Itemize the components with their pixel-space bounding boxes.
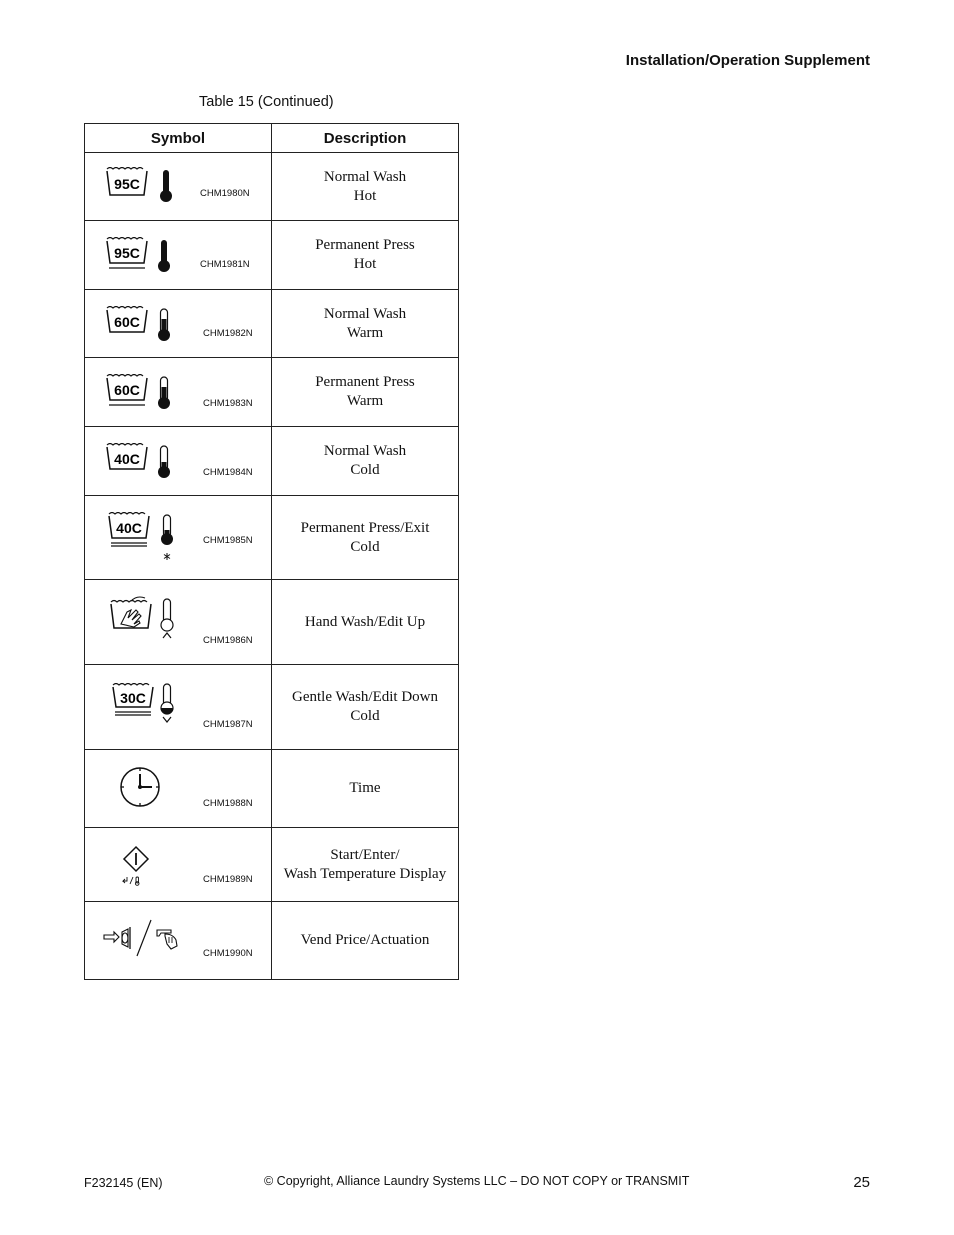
temperature-label: 60C	[114, 382, 140, 398]
symbol-code: CHM1988N	[203, 798, 253, 809]
description-line: Normal Wash	[323, 168, 407, 185]
temperature-label: 30C	[120, 690, 146, 706]
symbol-code: CHM1989N	[203, 874, 253, 885]
symbol-code: CHM1985N	[203, 535, 253, 546]
description-line: Normal Wash	[323, 443, 407, 459]
permanent-press-warm-icon	[105, 374, 185, 420]
description-cell	[272, 427, 459, 496]
symbol-cell	[85, 290, 272, 358]
table-caption: Table 15 (Continued)	[199, 94, 334, 110]
symbol-code: CHM1984N	[203, 467, 253, 478]
normal-wash-cold-icon	[105, 443, 185, 489]
table-row	[85, 580, 459, 665]
clock-icon	[118, 766, 162, 810]
symbol-code: CHM1981N	[200, 259, 250, 270]
symbol-cell	[85, 902, 272, 980]
symbol-cell	[85, 828, 272, 902]
symbol-cell	[85, 153, 272, 221]
description-cell	[272, 290, 459, 358]
table-row	[85, 828, 459, 902]
symbol-cell	[85, 496, 272, 580]
symbol-cell	[85, 665, 272, 750]
description-line: Start/Enter/	[330, 846, 400, 863]
description-line: Permanent Press	[315, 237, 415, 253]
symbol-code: CHM1980N	[200, 188, 250, 199]
table-row	[85, 665, 459, 750]
footer-copyright: © Copyright, Alliance Laundry Systems LLC – DO NOT COPY or TRANSMIT	[264, 1174, 690, 1188]
description-line: Cold	[350, 708, 380, 724]
symbol-code: CHM1987N	[203, 719, 253, 730]
table-row	[85, 153, 459, 221]
symbol-cell	[85, 750, 272, 828]
table-row	[85, 358, 459, 427]
permanent-press-exit-icon	[107, 512, 187, 564]
description-line: Hot	[353, 256, 377, 272]
normal-wash-hot-icon	[105, 167, 185, 211]
normal-wash-warm-icon	[105, 306, 185, 352]
description-cell	[272, 750, 459, 828]
vend-price-actuation-icon	[103, 918, 183, 962]
description-line: Warm	[346, 393, 384, 409]
table-row	[85, 221, 459, 290]
temperature-label: 40C	[114, 451, 140, 467]
symbol-code: CHM1990N	[203, 948, 253, 959]
description-line: Hot	[353, 187, 377, 204]
symbol-table	[84, 123, 459, 980]
temperature-label: 60C	[114, 314, 140, 330]
table-row	[85, 290, 459, 358]
table-row	[85, 902, 459, 980]
description-cell	[272, 580, 459, 665]
description-cell	[272, 221, 459, 290]
symbol-cell	[85, 358, 272, 427]
symbol-code: CHM1983N	[203, 398, 253, 409]
description-cell	[272, 665, 459, 750]
temperature-label: 95C	[114, 245, 140, 261]
description-line: Warm	[346, 324, 384, 341]
description-line: Cold	[350, 462, 380, 478]
description-line: Vend Price/Actuation	[300, 932, 430, 948]
footer-page-number: 25	[853, 1174, 870, 1191]
description-cell	[272, 828, 459, 902]
description-cell	[272, 153, 459, 221]
description-line: Hand Wash/Edit Up	[304, 613, 426, 630]
description-line: Cold	[350, 538, 380, 555]
column-header-description: Description	[272, 124, 459, 153]
description-line: Time	[349, 780, 381, 796]
table-header-row	[85, 124, 459, 153]
temperature-label: 40C	[116, 520, 142, 536]
description-line: Gentle Wash/Edit Down	[292, 689, 438, 705]
symbol-cell	[85, 221, 272, 290]
table-row	[85, 427, 459, 496]
gentle-wash-edit-down-icon	[111, 683, 191, 731]
page-header-title: Installation/Operation Supplement	[625, 52, 870, 69]
table-row	[85, 750, 459, 828]
hand-wash-edit-up-icon	[109, 596, 189, 646]
temperature-label: 95C	[114, 176, 140, 192]
description-line: Wash Temperature Display	[283, 865, 447, 882]
footer-doc-id: F232145 (EN)	[84, 1176, 163, 1190]
description-line: Permanent Press/Exit	[300, 519, 430, 536]
symbol-cell	[85, 427, 272, 496]
symbol-code: CHM1986N	[203, 635, 253, 646]
permanent-press-hot-icon	[105, 237, 185, 283]
description-cell	[272, 358, 459, 427]
description-cell	[272, 496, 459, 580]
table-row	[85, 496, 459, 580]
column-header-symbol: Symbol	[85, 124, 272, 153]
description-line: Permanent Press	[315, 374, 415, 390]
description-cell	[272, 902, 459, 980]
symbol-cell	[85, 580, 272, 665]
description-line: Normal Wash	[323, 305, 407, 322]
start-enter-icon	[121, 844, 161, 888]
symbol-code: CHM1982N	[203, 328, 253, 339]
